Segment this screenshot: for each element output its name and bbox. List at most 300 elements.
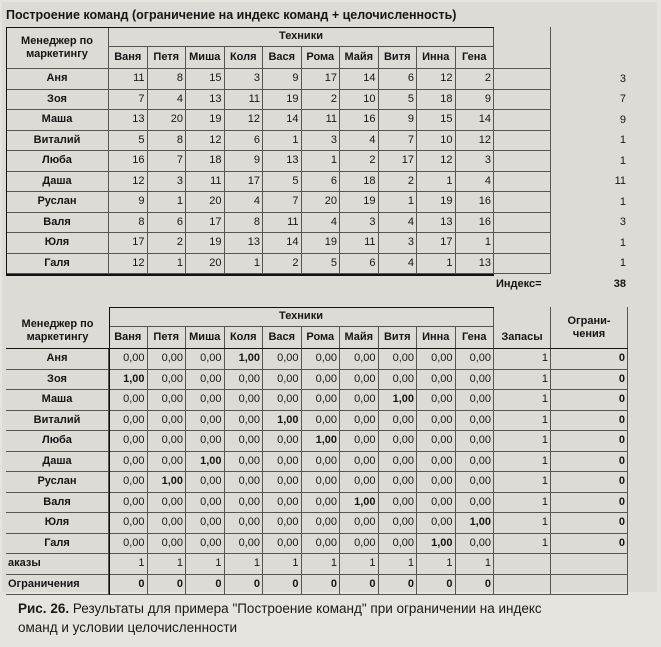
assignment-cell: 0,00 [417, 493, 456, 514]
assignment-cell: 0,00 [263, 390, 302, 411]
side-value: 3 [619, 216, 626, 229]
side-value: 7 [619, 93, 626, 106]
score-cell: 12 [109, 254, 148, 275]
assignment-cell: 0,00 [456, 472, 495, 493]
constraints-cell: 0 [456, 575, 495, 596]
reserve-cell: 1 [494, 493, 551, 514]
limit-cell: 0 [551, 513, 628, 534]
orders-cell: 1 [109, 554, 148, 575]
score-cell: 20 [186, 192, 225, 213]
bottom-manager-label: Зоя [6, 370, 109, 391]
score-cell: 4 [148, 90, 187, 111]
side-value: 3 [619, 72, 626, 85]
bottom-manager-label: Валя [6, 493, 109, 514]
score-cell: 4 [456, 172, 495, 193]
orders-label: аказы [6, 554, 109, 575]
score-cell: 3 [340, 213, 379, 234]
bottom-group-header: Техники [109, 307, 494, 327]
score-cell: 17 [417, 233, 456, 254]
assignment-cell: 0,00 [109, 493, 148, 514]
score-cell: 16 [109, 151, 148, 172]
assignment-cell: 0,00 [379, 472, 418, 493]
assignment-cell: 0,00 [456, 534, 495, 555]
top-empty-cell [494, 131, 551, 152]
top-empty-cell [494, 90, 551, 111]
score-cell: 5 [302, 254, 341, 275]
assignment-cell: 0,00 [263, 472, 302, 493]
assignment-cell: 0,00 [263, 493, 302, 514]
assignment-cell: 0,00 [186, 472, 225, 493]
bottom-manager-label: Руслан [6, 472, 109, 493]
score-cell: 3 [148, 172, 187, 193]
constraints-empty [494, 575, 551, 596]
score-cell: 3 [379, 233, 418, 254]
reserve-cell: 1 [494, 411, 551, 432]
assignment-cell: 0,00 [148, 493, 187, 514]
top-extra-header [494, 27, 551, 69]
top-manager-label: Виталий [6, 131, 109, 152]
bottom-table-left-border [109, 307, 110, 595]
bottom-tech-header: Инна [417, 327, 456, 349]
score-cell: 17 [109, 233, 148, 254]
assignment-cell: 0,00 [340, 370, 379, 391]
bottom-tech-header: Ваня [109, 327, 148, 349]
caption-text: Результаты для примера "Построение команд" при ограничении на индекс [72, 601, 542, 616]
reserve-cell: 1 [494, 472, 551, 493]
constraints-cell: 0 [379, 575, 418, 596]
constraints-cell: 0 [340, 575, 379, 596]
assignment-cell: 0,00 [109, 431, 148, 452]
orders-cell: 1 [186, 554, 225, 575]
top-tech-header: Коля [225, 47, 264, 69]
top-manager-label: Даша [6, 172, 109, 193]
score-cell: 8 [148, 69, 187, 90]
score-cell: 2 [263, 254, 302, 275]
score-cell: 2 [456, 69, 495, 90]
top-tech-header: Инна [417, 47, 456, 69]
orders-empty-2 [551, 554, 628, 575]
score-cell: 17 [225, 172, 264, 193]
score-cell: 16 [456, 213, 495, 234]
spreadsheet [2, 2, 657, 592]
score-cell: 11 [302, 110, 341, 131]
bottom-corner-label: Менеджер по маркетингу [21, 318, 94, 343]
reserve-cell: 1 [494, 370, 551, 391]
bottom-manager-label: Маша [6, 390, 109, 411]
assignment-cell: 0,00 [186, 534, 225, 555]
score-cell: 1 [417, 254, 456, 275]
score-cell: 4 [379, 254, 418, 275]
score-cell: 4 [302, 213, 341, 234]
score-cell: 6 [302, 172, 341, 193]
assignment-cell: 1,00 [417, 534, 456, 555]
assignment-cell: 0,00 [302, 349, 341, 370]
assignment-cell: 0,00 [456, 411, 495, 432]
score-cell: 3 [302, 131, 341, 152]
score-cell: 1 [148, 254, 187, 275]
score-cell: 20 [148, 110, 187, 131]
score-cell: 17 [379, 151, 418, 172]
top-empty-cell [494, 233, 551, 254]
score-cell: 11 [186, 172, 225, 193]
top-tech-header: Майя [340, 47, 379, 69]
assignment-cell: 0,00 [340, 513, 379, 534]
score-cell: 14 [263, 233, 302, 254]
assignment-cell: 0,00 [340, 472, 379, 493]
assignment-cell: 0,00 [379, 452, 418, 473]
score-cell: 8 [109, 213, 148, 234]
limit-cell: 0 [551, 431, 628, 452]
assignment-cell: 0,00 [263, 349, 302, 370]
side-value: 1 [619, 257, 626, 270]
assignment-cell: 0,00 [417, 349, 456, 370]
index-label: Индекс= [496, 277, 542, 290]
top-extra-header-2 [551, 27, 628, 69]
top-manager-label: Аня [6, 69, 109, 90]
score-cell: 7 [148, 151, 187, 172]
constraints-cell: 0 [186, 575, 225, 596]
assignment-cell: 0,00 [148, 411, 187, 432]
orders-cell: 1 [456, 554, 495, 575]
score-cell: 4 [225, 192, 264, 213]
top-empty-cell [494, 69, 551, 90]
top-empty-cell [494, 254, 551, 275]
orders-cell: 1 [225, 554, 264, 575]
score-cell: 11 [263, 213, 302, 234]
score-cell: 4 [340, 131, 379, 152]
score-cell: 7 [379, 131, 418, 152]
bottom-manager-label: Люба [6, 431, 109, 452]
limit-cell: 0 [551, 349, 628, 370]
assignment-cell: 0,00 [417, 431, 456, 452]
score-cell: 13 [186, 90, 225, 111]
score-cell: 7 [109, 90, 148, 111]
index-row-spacer [6, 274, 494, 294]
score-cell: 4 [379, 213, 418, 234]
reserve-cell: 1 [494, 513, 551, 534]
assignment-cell: 0,00 [417, 513, 456, 534]
score-cell: 10 [340, 90, 379, 111]
assignment-cell: 1,00 [263, 411, 302, 432]
top-table-bottom-border [6, 274, 494, 276]
assignment-cell: 0,00 [302, 472, 341, 493]
assignment-cell: 0,00 [379, 513, 418, 534]
bottom-tech-header: Рома [302, 327, 341, 349]
score-cell: 1 [263, 131, 302, 152]
score-cell: 13 [456, 254, 495, 275]
assignment-cell: 0,00 [456, 370, 495, 391]
score-cell: 11 [340, 233, 379, 254]
top-empty-cell [494, 213, 551, 234]
assignment-cell: 0,00 [148, 534, 187, 555]
assignment-cell: 0,00 [225, 493, 264, 514]
sheet-title: Построение команд (ограничение на индекс команд + целочисленность) [6, 8, 457, 22]
top-corner-label: Менеджер по маркетингу [6, 27, 109, 69]
score-cell: 6 [148, 213, 187, 234]
side-value: 1 [619, 195, 626, 208]
limit-cell: 0 [551, 390, 628, 411]
score-cell: 10 [417, 131, 456, 152]
assignment-cell: 0,00 [263, 513, 302, 534]
score-cell: 11 [109, 69, 148, 90]
assignment-cell: 0,00 [225, 431, 264, 452]
assignment-cell: 0,00 [186, 493, 225, 514]
score-cell: 1 [225, 254, 264, 275]
constraints-empty-2 [551, 575, 628, 596]
limit-cell: 0 [551, 472, 628, 493]
bottom-tech-header: Петя [148, 327, 187, 349]
top-tech-header: Витя [379, 47, 418, 69]
score-cell: 1 [379, 192, 418, 213]
assignment-cell: 0,00 [148, 513, 187, 534]
top-tech-header: Миша [186, 47, 225, 69]
top-table-left-border [6, 27, 7, 274]
assignment-cell: 0,00 [302, 390, 341, 411]
assignment-cell: 0,00 [302, 411, 341, 432]
assignment-cell: 0,00 [148, 431, 187, 452]
score-cell: 13 [417, 213, 456, 234]
assignment-cell: 0,00 [417, 472, 456, 493]
assignment-cell: 0,00 [379, 431, 418, 452]
assignment-cell: 0,00 [148, 390, 187, 411]
score-cell: 14 [263, 110, 302, 131]
assignment-cell: 0,00 [186, 349, 225, 370]
score-cell: 2 [379, 172, 418, 193]
score-cell: 1 [417, 172, 456, 193]
constraints-label: Ограничения [6, 575, 109, 596]
figure-caption [18, 599, 648, 637]
assignment-cell: 0,00 [456, 349, 495, 370]
score-cell: 19 [302, 233, 341, 254]
top-group-header: Техники [109, 27, 494, 47]
top-manager-label: Руслан [6, 192, 109, 213]
assignment-cell: 0,00 [417, 390, 456, 411]
orders-cell: 1 [340, 554, 379, 575]
orders-cell: 1 [417, 554, 456, 575]
bottom-table-top-border [109, 307, 494, 308]
score-cell: 14 [340, 69, 379, 90]
score-cell: 2 [148, 233, 187, 254]
top-manager-label: Люба [6, 151, 109, 172]
assignment-cell: 0,00 [456, 452, 495, 473]
assignment-cell: 0,00 [302, 513, 341, 534]
caption-text-line2: оманд и условии целочисленности [18, 620, 238, 635]
assignment-cell: 0,00 [340, 431, 379, 452]
score-cell: 19 [263, 90, 302, 111]
bottom-manager-label: Юля [6, 513, 109, 534]
assignment-cell: 0,00 [263, 370, 302, 391]
assignment-cell: 0,00 [417, 411, 456, 432]
assignment-cell: 1,00 [148, 472, 187, 493]
side-value: 11 [614, 175, 626, 188]
top-manager-label: Валя [6, 213, 109, 234]
assignment-cell: 0,00 [225, 534, 264, 555]
score-cell: 16 [340, 110, 379, 131]
bottom-tech-header: Майя [340, 327, 379, 349]
assignment-cell: 0,00 [263, 452, 302, 473]
assignment-cell: 0,00 [263, 431, 302, 452]
score-cell: 14 [456, 110, 495, 131]
assignment-cell: 1,00 [225, 349, 264, 370]
assignment-cell: 0,00 [225, 513, 264, 534]
assignment-cell: 0,00 [302, 534, 341, 555]
top-tech-header: Вася [263, 47, 302, 69]
score-cell: 7 [263, 192, 302, 213]
reserve-cell: 1 [494, 349, 551, 370]
top-manager-label: Юля [6, 233, 109, 254]
assignment-cell: 0,00 [225, 472, 264, 493]
score-cell: 19 [417, 192, 456, 213]
score-cell: 5 [263, 172, 302, 193]
assignment-cell: 0,00 [340, 452, 379, 473]
reserves-header: Запасы [494, 327, 551, 349]
top-empty-cell [494, 192, 551, 213]
assignment-cell: 0,00 [340, 534, 379, 555]
top-tech-header: Петя [148, 47, 187, 69]
top-manager-label: Зоя [6, 90, 109, 111]
assignment-cell: 0,00 [417, 370, 456, 391]
assignment-cell: 0,00 [148, 349, 187, 370]
score-cell: 6 [379, 69, 418, 90]
caption-label: Рис. 26. [18, 601, 70, 616]
score-cell: 1 [456, 233, 495, 254]
score-cell: 12 [456, 131, 495, 152]
score-cell: 12 [109, 172, 148, 193]
orders-cell: 1 [379, 554, 418, 575]
orders-cell: 1 [302, 554, 341, 575]
assignment-cell: 0,00 [109, 349, 148, 370]
top-tech-header: Ваня [109, 47, 148, 69]
assignment-cell: 0,00 [186, 390, 225, 411]
score-cell: 20 [302, 192, 341, 213]
score-cell: 15 [186, 69, 225, 90]
top-empty-cell [494, 172, 551, 193]
score-cell: 19 [186, 233, 225, 254]
bottom-header-rule [6, 348, 628, 349]
top-manager-label: Маша [6, 110, 109, 131]
assignment-cell: 0,00 [456, 493, 495, 514]
score-cell: 20 [186, 254, 225, 275]
orders-cell: 1 [263, 554, 302, 575]
limit-cell: 0 [551, 452, 628, 473]
limit-cell: 0 [551, 411, 628, 432]
score-cell: 5 [109, 131, 148, 152]
side-value: 1 [619, 154, 626, 167]
limit-cell: 0 [551, 534, 628, 555]
score-cell: 1 [302, 151, 341, 172]
assignment-cell: 0,00 [148, 452, 187, 473]
reserve-cell: 1 [494, 534, 551, 555]
bottom-manager-label: Галя [6, 534, 109, 555]
score-cell: 1 [148, 192, 187, 213]
assignment-cell: 1,00 [186, 452, 225, 473]
score-cell: 9 [263, 69, 302, 90]
assignment-cell: 1,00 [379, 390, 418, 411]
assignment-cell: 0,00 [225, 390, 264, 411]
score-cell: 16 [456, 192, 495, 213]
score-cell: 12 [417, 69, 456, 90]
reserve-cell: 1 [494, 452, 551, 473]
assignment-cell: 0,00 [456, 431, 495, 452]
assignment-cell: 0,00 [225, 452, 264, 473]
assignment-cell: 1,00 [109, 370, 148, 391]
score-cell: 19 [186, 110, 225, 131]
score-cell: 13 [263, 151, 302, 172]
score-cell: 6 [340, 254, 379, 275]
bottom-tech-header: Миша [186, 327, 225, 349]
constraints-cell: 0 [148, 575, 187, 596]
assignment-cell: 0,00 [109, 411, 148, 432]
assignment-cell: 0,00 [379, 349, 418, 370]
constraints-cell: 0 [263, 575, 302, 596]
constraints-cell: 0 [109, 575, 148, 596]
orders-cell: 1 [148, 554, 187, 575]
score-cell: 8 [148, 131, 187, 152]
assignment-cell: 0,00 [109, 452, 148, 473]
top-manager-label: Галя [6, 254, 109, 275]
score-cell: 6 [225, 131, 264, 152]
score-cell: 11 [225, 90, 264, 111]
assignment-cell: 0,00 [186, 513, 225, 534]
top-empty-cell [494, 151, 551, 172]
score-cell: 9 [379, 110, 418, 131]
top-table-top-border [6, 27, 494, 28]
score-cell: 13 [109, 110, 148, 131]
top-empty-cell [494, 110, 551, 131]
assignment-cell: 0,00 [302, 370, 341, 391]
score-cell: 18 [417, 90, 456, 111]
bottom-tech-header: Коля [225, 327, 264, 349]
limit-cell: 0 [551, 493, 628, 514]
score-cell: 8 [225, 213, 264, 234]
limit-cell: 0 [551, 370, 628, 391]
constraints-cell: 0 [302, 575, 341, 596]
assignment-cell: 0,00 [340, 390, 379, 411]
score-cell: 18 [340, 172, 379, 193]
score-cell: 3 [456, 151, 495, 172]
bottom-tech-header: Вася [263, 327, 302, 349]
score-cell: 9 [109, 192, 148, 213]
score-cell: 17 [186, 213, 225, 234]
score-cell: 15 [417, 110, 456, 131]
bottom-tech-header: Гена [456, 327, 495, 349]
assignment-cell: 0,00 [148, 370, 187, 391]
assignment-cell: 0,00 [340, 349, 379, 370]
reserve-cell: 1 [494, 431, 551, 452]
score-cell: 2 [340, 151, 379, 172]
assignment-cell: 0,00 [263, 534, 302, 555]
bottom-manager-label: Даша [6, 452, 109, 473]
bottom-manager-label: Виталий [6, 411, 109, 432]
reserve-cell: 1 [494, 390, 551, 411]
assignment-cell: 0,00 [186, 411, 225, 432]
side-value: 1 [619, 134, 626, 147]
assignment-cell: 0,00 [379, 370, 418, 391]
score-cell: 12 [186, 131, 225, 152]
score-cell: 12 [225, 110, 264, 131]
top-tech-header: Рома [302, 47, 341, 69]
assignment-cell: 1,00 [456, 513, 495, 534]
assignment-cell: 0,00 [109, 513, 148, 534]
index-value: 38 [613, 277, 626, 290]
assignment-cell: 0,00 [302, 493, 341, 514]
assignment-cell: 0,00 [109, 472, 148, 493]
score-cell: 9 [225, 151, 264, 172]
bottom-manager-label: Аня [6, 349, 109, 370]
score-cell: 12 [417, 151, 456, 172]
assignment-cell: 0,00 [302, 452, 341, 473]
side-value: 9 [619, 113, 626, 126]
